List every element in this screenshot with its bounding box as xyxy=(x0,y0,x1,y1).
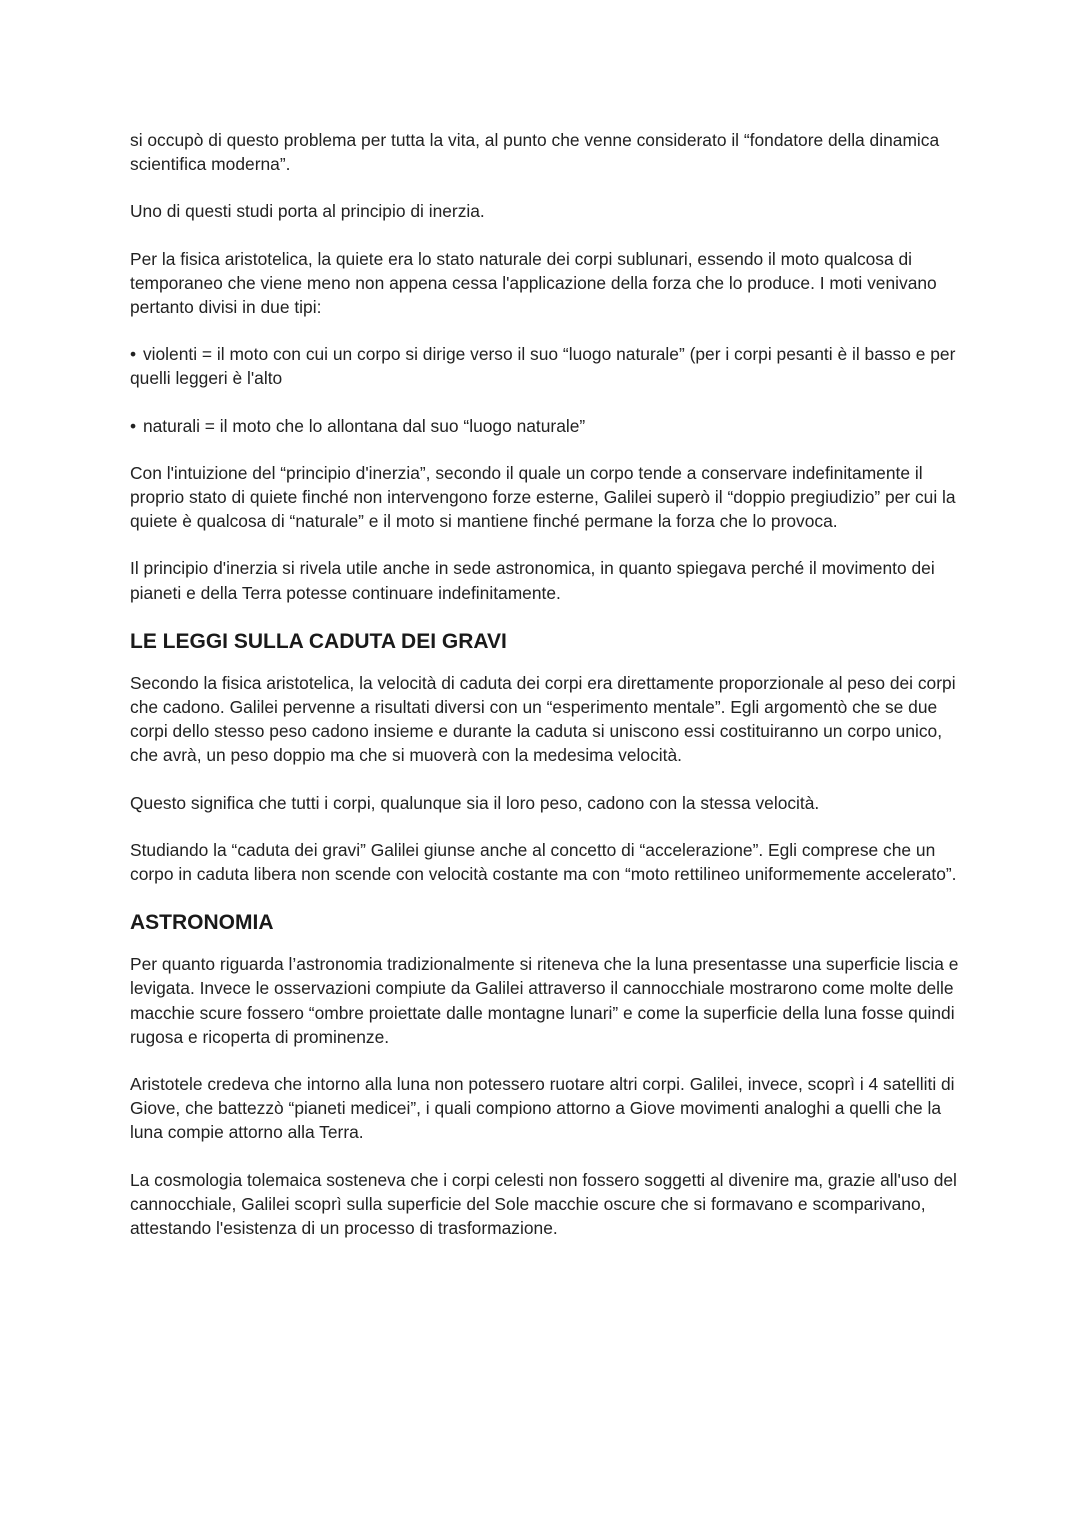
bullet-item-naturali xyxy=(130,414,960,438)
heading-astronomia: ASTRONOMIA xyxy=(130,911,274,935)
paragraph-intro-2: Uno di questi studi porta al principio di inerzia. xyxy=(130,201,485,222)
bullet-icon: • xyxy=(130,415,137,436)
paragraph-gravi-1: Secondo la fisica aristotelica, la velocità di caduta dei corpi era direttamente proporzionale al peso dei corpi che cadono. Galilei pervenne a risultati diversi con un “esperimento mentale”. Egli argomentò che se due corpi dello stesso peso cadono insieme e durante la caduta si uniscono essi costituiranno un corpo unico, che avrà, un peso doppio ma che si muoverà con la medesima velocità. xyxy=(130,672,956,766)
paragraph-astronomia-1: Per quanto riguarda l’astronomia tradizionalmente si riteneva che la luna presentasse una superficie liscia e levigata. Invece le osservazioni compiute da Galilei attraverso il cannocchiale mostrarono come molte delle macchie scure fossero “ombre proiettate dalle montagne lunari” e come la superficie della luna fosse quindi rugosa e ricoperta di prominenze. xyxy=(130,954,959,1047)
paragraph-inertia-2: Il principio d'inerzia si rivela utile anche in sede astronomica, in quanto spiegava perché il movimento dei pianeti e della Terra potesse continuare indefinitamente. xyxy=(130,558,935,603)
bullet-icon: • xyxy=(130,344,137,365)
bullet-text: violenti = il moto con cui un corpo si dirige verso il suo “luogo naturale” (per i corpi pesanti è il basso e per quelli leggeri è l'alto xyxy=(130,344,956,389)
paragraph-gravi-3: Studiando la “caduta dei gravi” Galilei giunse anche al concetto di “accelerazione”. Egli comprese che un corpo in caduta libera non scende con velocità costante ma con “moto rettilineo uniformemente accelerato”. xyxy=(130,839,957,885)
bullet-text: naturali = il moto che lo allontana dal suo “luogo naturale” xyxy=(142,415,586,436)
paragraph-inertia-1: Con l'intuizione del “principio d'inerzia”, secondo il quale un corpo tende a conservare indefinitamente il proprio stato di quiete finché non intervengono forze esterne, Galilei superò il “doppio pregiudizio” per cui la quiete è qualcosa di “naturale” e il moto si mantiene finché permane la forza che lo provoca. xyxy=(130,462,956,532)
document-page xyxy=(130,128,960,1263)
paragraph-astronomia-3: La cosmologia tolemaica sosteneva che i corpi celesti non fossero soggetti al divenire ma, grazie all'uso del cannocchiale, Galilei scoprì sulla superficie del Sole macchie oscure che si formavano e scomparivano, attestando l'esistenza di un processo di trasformazione. xyxy=(130,1169,957,1239)
paragraph-gravi-2: Questo significa che tutti i corpi, qualunque sia il loro peso, cadono con la stessa velocità. xyxy=(130,792,820,813)
paragraph-intro-1: si occupò di questo problema per tutta la vita, al punto che venne considerato il “fondatore della dinamica scientifica moderna”. xyxy=(130,130,940,175)
heading-caduta-gravi: LE LEGGI SULLA CADUTA DEI GRAVI xyxy=(130,629,507,653)
bullet-item-violenti xyxy=(130,342,960,390)
paragraph-intro-3: Per la fisica aristotelica, la quiete era lo stato naturale dei corpi sublunari, essendo il moto qualcosa di temporaneo che viene meno non appena cessa l'applicazione della forza che lo produce. I moti venivano pertanto divisi in due tipi: xyxy=(130,248,937,318)
paragraph-astronomia-2: Aristotele credeva che intorno alla luna non potessero ruotare altri corpi. Galilei, invece, scoprì i 4 satelliti di Giove, che battezzò “pianeti medicei”, i quali compiono attorno a Giove movimenti analoghi a quelli che la luna compie attorno alla Terra. xyxy=(130,1074,955,1143)
